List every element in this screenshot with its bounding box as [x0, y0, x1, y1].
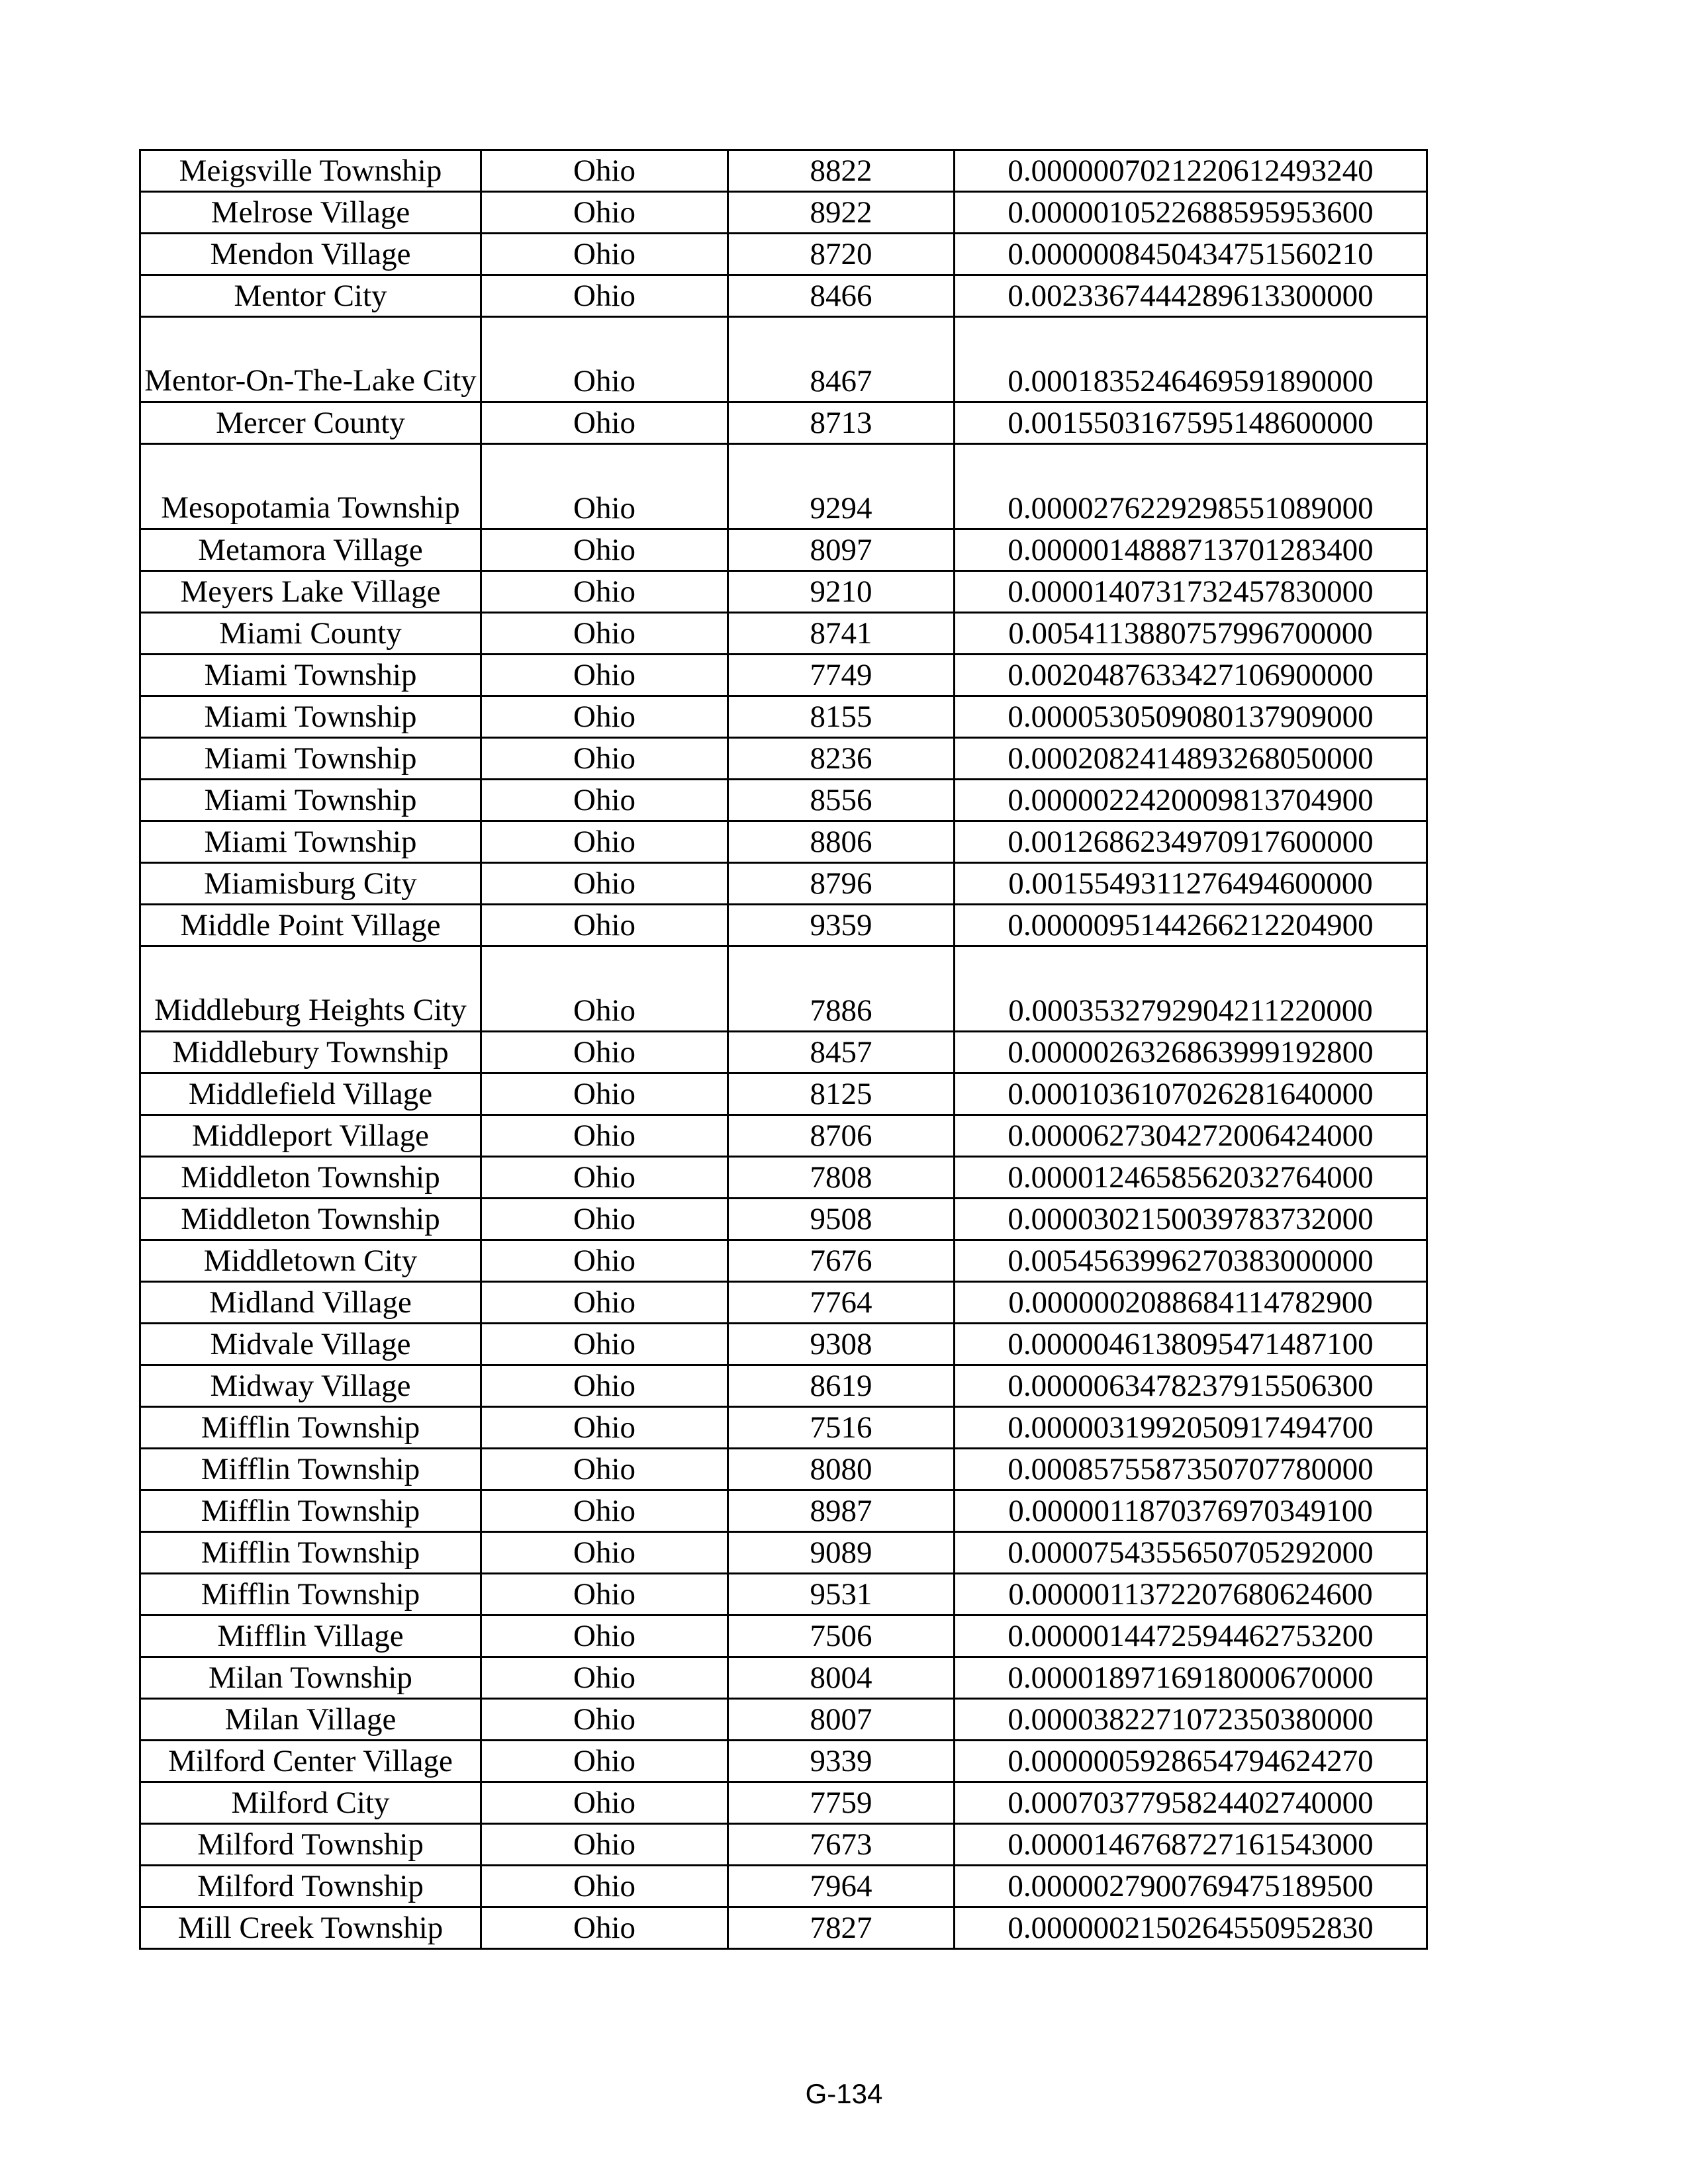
- cell-code: 8796: [728, 863, 955, 905]
- cell-state: Ohio: [481, 1199, 728, 1240]
- cell-code: 7673: [728, 1824, 955, 1866]
- cell-name: Mifflin Township: [140, 1407, 481, 1449]
- cell-state: Ohio: [481, 738, 728, 780]
- table-row: [140, 150, 1427, 192]
- cell-code: 7749: [728, 655, 955, 696]
- cell-name: Milan Township: [140, 1657, 481, 1699]
- cell-state: Ohio: [481, 1782, 728, 1824]
- cell-value: 0.0000302150039783732000: [955, 1199, 1427, 1240]
- cell-value: 0.0008575587350707780000: [955, 1449, 1427, 1490]
- cell-name: Miami Township: [140, 821, 481, 863]
- cell-state: Ohio: [481, 1157, 728, 1199]
- cell-name: Middlefield Village: [140, 1073, 481, 1115]
- cell-name: Miamisburg City: [140, 863, 481, 905]
- cell-code: 8155: [728, 696, 955, 738]
- cell-name: Milford Center Village: [140, 1741, 481, 1782]
- cell-code: 8007: [728, 1699, 955, 1741]
- cell-value: 0.0000189716918000670000: [955, 1657, 1427, 1699]
- table-row: [140, 946, 1427, 1032]
- cell-name: Metamora Village: [140, 529, 481, 571]
- cell-state: Ohio: [481, 234, 728, 275]
- table-row: [140, 234, 1427, 275]
- cell-value: 0.0015549311276494600000: [955, 863, 1427, 905]
- cell-code: 9508: [728, 1199, 955, 1240]
- cell-value: 0.0001036107026281640000: [955, 1073, 1427, 1115]
- cell-name: Milan Village: [140, 1699, 481, 1741]
- cell-name: Miami Township: [140, 738, 481, 780]
- cell-code: 8741: [728, 613, 955, 655]
- cell-code: 7808: [728, 1157, 955, 1199]
- cell-state: Ohio: [481, 905, 728, 946]
- table-row: [140, 1282, 1427, 1324]
- cell-value: 0.0000002088684114782900: [955, 1282, 1427, 1324]
- cell-code: 8236: [728, 738, 955, 780]
- table-row: [140, 1365, 1427, 1407]
- cell-code: 8004: [728, 1657, 955, 1699]
- cell-name: Middletown City: [140, 1240, 481, 1282]
- cell-name: Middleton Township: [140, 1157, 481, 1199]
- table-row: [140, 402, 1427, 444]
- cell-name: Midway Village: [140, 1365, 481, 1407]
- cell-state: Ohio: [481, 1073, 728, 1115]
- cell-value: 0.0000027900769475189500: [955, 1866, 1427, 1907]
- cell-value: 0.0000754355650705292000: [955, 1532, 1427, 1574]
- cell-state: Ohio: [481, 1657, 728, 1699]
- cell-state: Ohio: [481, 1741, 728, 1782]
- cell-code: 8720: [728, 234, 955, 275]
- cell-code: 8467: [728, 317, 955, 402]
- table-row: [140, 613, 1427, 655]
- cell-state: Ohio: [481, 529, 728, 571]
- cell-name: Middlebury Township: [140, 1032, 481, 1073]
- cell-code: 7827: [728, 1907, 955, 1949]
- cell-name: [140, 317, 481, 402]
- cell-state: Ohio: [481, 1115, 728, 1157]
- table-body: [140, 150, 1427, 1949]
- cell-code: 9294: [728, 444, 955, 529]
- cell-state: Ohio: [481, 1449, 728, 1490]
- cell-state: Ohio: [481, 1574, 728, 1615]
- cell-value: 0.0000276229298551089000: [955, 444, 1427, 529]
- cell-code: 8556: [728, 780, 955, 821]
- cell-value: 0.0000010522688595953600: [955, 192, 1427, 234]
- cell-name: Middle Point Village: [140, 905, 481, 946]
- cell-value: 0.0020487633427106900000: [955, 655, 1427, 696]
- cell-state: Ohio: [481, 402, 728, 444]
- cell-code: 9531: [728, 1574, 955, 1615]
- cell-name: Mercer County: [140, 402, 481, 444]
- cell-name: Mill Creek Township: [140, 1907, 481, 1949]
- cell-value: 0.0000031992050917494700: [955, 1407, 1427, 1449]
- table-row: [140, 1240, 1427, 1282]
- table-row: [140, 905, 1427, 946]
- table-row: [140, 1032, 1427, 1073]
- table-row: [140, 529, 1427, 571]
- table-row: [140, 1699, 1427, 1741]
- cell-name: Mifflin Village: [140, 1615, 481, 1657]
- table-row: [140, 1407, 1427, 1449]
- table-row: [140, 192, 1427, 234]
- cell-name: Meyers Lake Village: [140, 571, 481, 613]
- cell-state: Ohio: [481, 1490, 728, 1532]
- cell-state: Ohio: [481, 1615, 728, 1657]
- cell-value: 0.0000095144266212204900: [955, 905, 1427, 946]
- cell-state: Ohio: [481, 1866, 728, 1907]
- cell-value: 0.0000008450434751560210: [955, 234, 1427, 275]
- cell-value: 0.0003532792904211220000: [955, 946, 1427, 1032]
- cell-state: Ohio: [481, 946, 728, 1032]
- cell-value: 0.0054113880757996700000: [955, 613, 1427, 655]
- cell-name: Mifflin Township: [140, 1449, 481, 1490]
- cell-code: 7964: [728, 1866, 955, 1907]
- cell-code: 9308: [728, 1324, 955, 1365]
- table-row: [140, 275, 1427, 317]
- cell-code: 7886: [728, 946, 955, 1032]
- cell-name-text: Mentor-On-The-Lake City: [144, 363, 477, 398]
- cell-value: 0.0000022420009813704900: [955, 780, 1427, 821]
- cell-name: Miami Township: [140, 780, 481, 821]
- page-number: G-134: [805, 2078, 883, 2109]
- cell-value: 0.0000140731732457830000: [955, 571, 1427, 613]
- cell-code: 8987: [728, 1490, 955, 1532]
- cell-value: 0.0000026326863999192800: [955, 1032, 1427, 1073]
- cell-name: Melrose Village: [140, 192, 481, 234]
- cell-code: 9210: [728, 571, 955, 613]
- cell-code: 8806: [728, 821, 955, 863]
- cell-state: Ohio: [481, 571, 728, 613]
- cell-value: 0.0001835246469591890000: [955, 317, 1427, 402]
- cell-code: 7676: [728, 1240, 955, 1282]
- cell-name: Mifflin Township: [140, 1490, 481, 1532]
- table-row: [140, 1324, 1427, 1365]
- table-row: [140, 317, 1427, 402]
- cell-value: 0.0000005928654794624270: [955, 1741, 1427, 1782]
- allocation-table: [139, 149, 1428, 1950]
- cell-code: 9359: [728, 905, 955, 946]
- cell-name: Milford Township: [140, 1866, 481, 1907]
- cell-name-text: Middleburg Heights City: [154, 993, 467, 1027]
- cell-code: 8922: [728, 192, 955, 234]
- table-row: [140, 1824, 1427, 1866]
- cell-value: 0.0000011870376970349100: [955, 1490, 1427, 1532]
- cell-name: Milford City: [140, 1782, 481, 1824]
- cell-state: Ohio: [481, 1032, 728, 1073]
- table-row: [140, 1866, 1427, 1907]
- cell-code: 8706: [728, 1115, 955, 1157]
- table-row: [140, 1657, 1427, 1699]
- cell-state: Ohio: [481, 1282, 728, 1324]
- table-row: [140, 1741, 1427, 1782]
- cell-name: Middleport Village: [140, 1115, 481, 1157]
- cell-state: Ohio: [481, 613, 728, 655]
- cell-value: 0.0000530509080137909000: [955, 696, 1427, 738]
- cell-code: 9339: [728, 1741, 955, 1782]
- cell-value: 0.0000382271072350380000: [955, 1699, 1427, 1741]
- cell-value: 0.0000063478237915506300: [955, 1365, 1427, 1407]
- cell-value: 0.0000011372207680624600: [955, 1574, 1427, 1615]
- cell-name: Meigsville Township: [140, 150, 481, 192]
- cell-state: Ohio: [481, 696, 728, 738]
- cell-code: 8457: [728, 1032, 955, 1073]
- cell-name: Miami Township: [140, 696, 481, 738]
- cell-state: Ohio: [481, 1365, 728, 1407]
- cell-name: Mifflin Township: [140, 1574, 481, 1615]
- cell-state: Ohio: [481, 1407, 728, 1449]
- cell-code: 8713: [728, 402, 955, 444]
- table-row: [140, 1115, 1427, 1157]
- cell-name: [140, 444, 481, 529]
- cell-code: 7516: [728, 1407, 955, 1449]
- cell-name-text: Mesopotamia Township: [161, 490, 460, 525]
- table-row: [140, 1532, 1427, 1574]
- cell-name: Mentor City: [140, 275, 481, 317]
- cell-value: 0.0000014888713701283400: [955, 529, 1427, 571]
- table-row: [140, 863, 1427, 905]
- cell-value: 0.0000627304272006424000: [955, 1115, 1427, 1157]
- cell-name: Miami County: [140, 613, 481, 655]
- cell-value: 0.0054563996270383000000: [955, 1240, 1427, 1282]
- cell-code: 7506: [728, 1615, 955, 1657]
- table-row: [140, 780, 1427, 821]
- cell-value: 0.0023367444289613300000: [955, 275, 1427, 317]
- table-row: [140, 1449, 1427, 1490]
- cell-name: [140, 946, 481, 1032]
- cell-name: Miami Township: [140, 655, 481, 696]
- cell-code: 8080: [728, 1449, 955, 1490]
- cell-state: Ohio: [481, 1324, 728, 1365]
- table-row: [140, 1574, 1427, 1615]
- cell-name: Midvale Village: [140, 1324, 481, 1365]
- cell-value: 0.0015503167595148600000: [955, 402, 1427, 444]
- cell-state: Ohio: [481, 1240, 728, 1282]
- cell-code: 8466: [728, 275, 955, 317]
- cell-code: 8125: [728, 1073, 955, 1115]
- cell-state: Ohio: [481, 192, 728, 234]
- table-row: [140, 444, 1427, 529]
- cell-name: Milford Township: [140, 1824, 481, 1866]
- cell-state: Ohio: [481, 275, 728, 317]
- table-row: [140, 1615, 1427, 1657]
- cell-code: 8822: [728, 150, 955, 192]
- table-row: [140, 1907, 1427, 1949]
- table-row: [140, 1073, 1427, 1115]
- cell-state: Ohio: [481, 863, 728, 905]
- cell-state: Ohio: [481, 780, 728, 821]
- cell-state: Ohio: [481, 1824, 728, 1866]
- table-row: [140, 571, 1427, 613]
- table-row: [140, 738, 1427, 780]
- cell-state: Ohio: [481, 655, 728, 696]
- cell-name: Mendon Village: [140, 234, 481, 275]
- cell-value: 0.0007037795824402740000: [955, 1782, 1427, 1824]
- cell-name: Midland Village: [140, 1282, 481, 1324]
- cell-code: 7764: [728, 1282, 955, 1324]
- table-row: [140, 1199, 1427, 1240]
- cell-name: Mifflin Township: [140, 1532, 481, 1574]
- cell-value: 0.0000124658562032764000: [955, 1157, 1427, 1199]
- cell-state: Ohio: [481, 317, 728, 402]
- cell-code: 8619: [728, 1365, 955, 1407]
- cell-state: Ohio: [481, 150, 728, 192]
- table-row: [140, 655, 1427, 696]
- cell-state: Ohio: [481, 1699, 728, 1741]
- cell-state: Ohio: [481, 821, 728, 863]
- cell-value: 0.0000146768727161543000: [955, 1824, 1427, 1866]
- cell-code: 7759: [728, 1782, 955, 1824]
- cell-value: 0.0012686234970917600000: [955, 821, 1427, 863]
- table-row: [140, 1157, 1427, 1199]
- table-row: [140, 1782, 1427, 1824]
- cell-value: 0.0000014472594462753200: [955, 1615, 1427, 1657]
- cell-code: 8097: [728, 529, 955, 571]
- cell-state: Ohio: [481, 1532, 728, 1574]
- cell-state: Ohio: [481, 444, 728, 529]
- cell-code: 9089: [728, 1532, 955, 1574]
- cell-name: Middleton Township: [140, 1199, 481, 1240]
- cell-value: 0.0000046138095471487100: [955, 1324, 1427, 1365]
- table-row: [140, 1490, 1427, 1532]
- cell-state: Ohio: [481, 1907, 728, 1949]
- table-row: [140, 821, 1427, 863]
- cell-value: 0.0000002150264550952830: [955, 1907, 1427, 1949]
- table-row: [140, 696, 1427, 738]
- cell-value: 0.0002082414893268050000: [955, 738, 1427, 780]
- cell-value: 0.0000007021220612493240: [955, 150, 1427, 192]
